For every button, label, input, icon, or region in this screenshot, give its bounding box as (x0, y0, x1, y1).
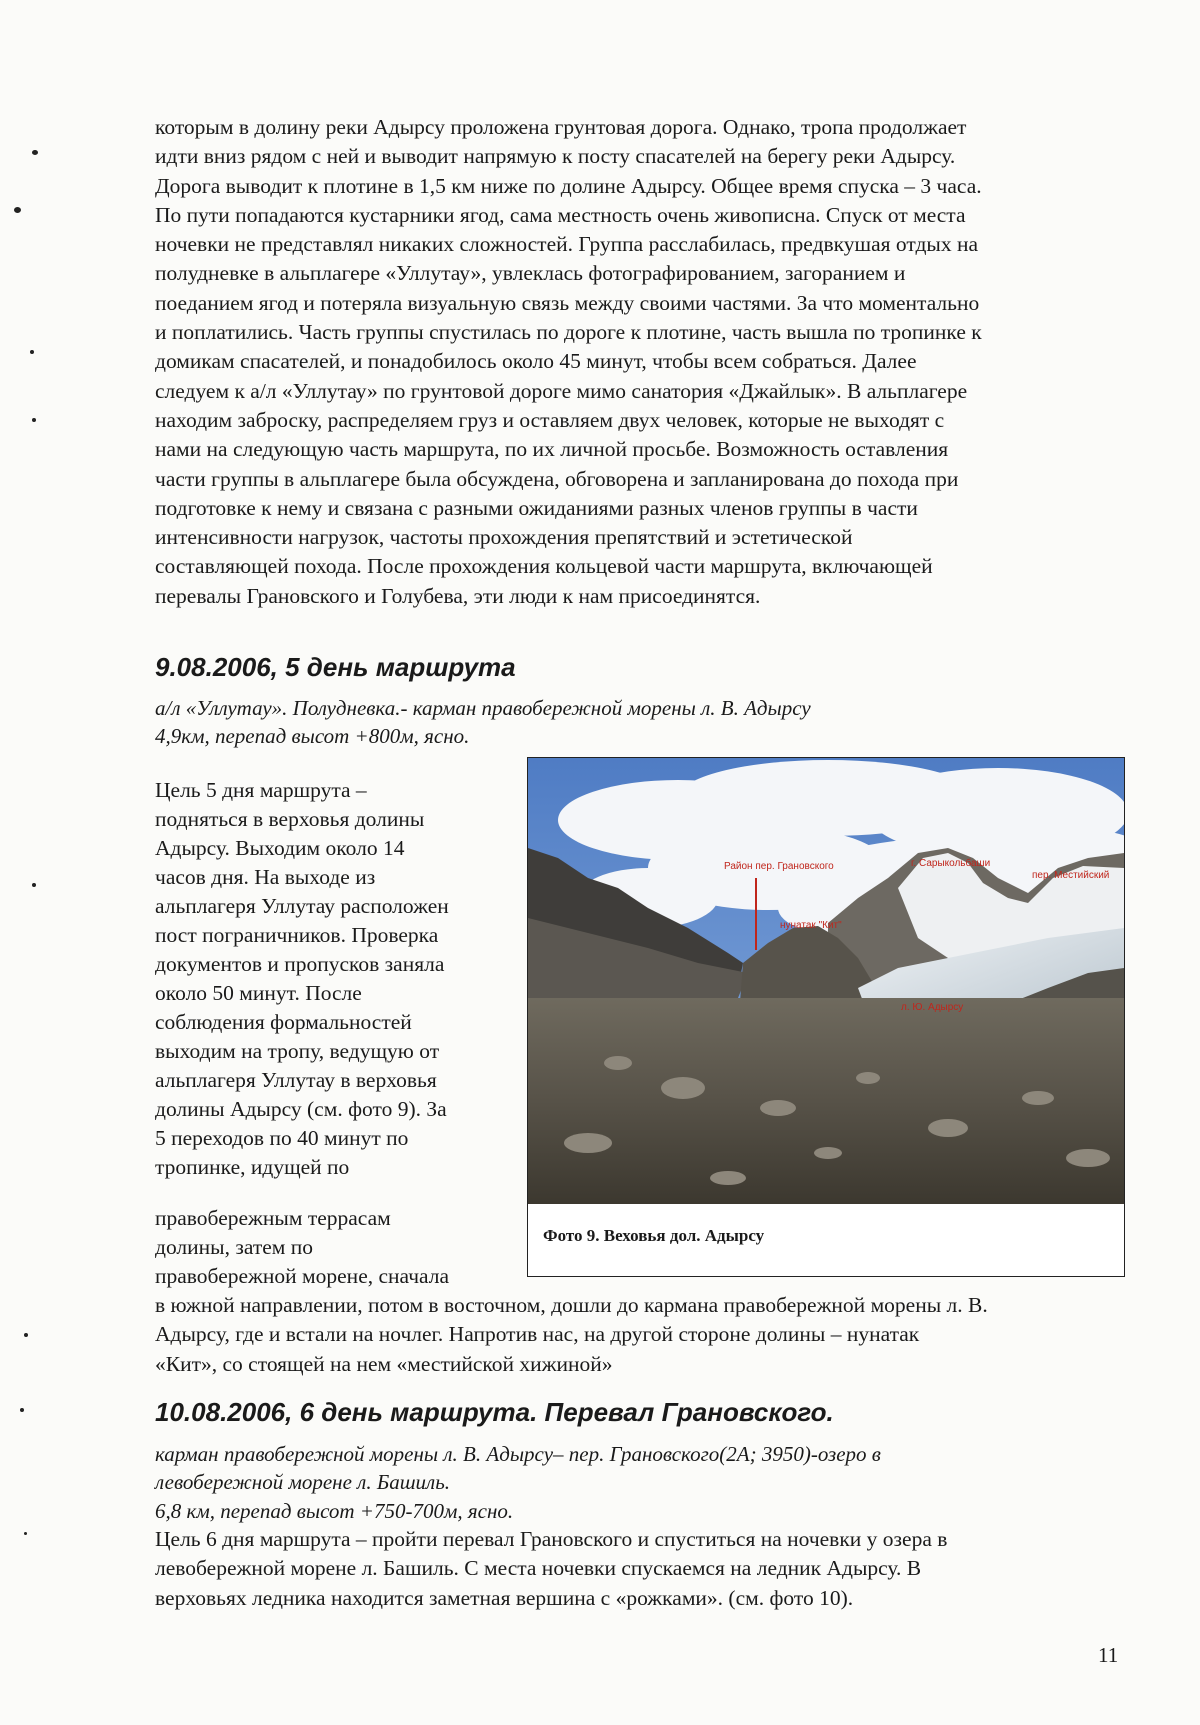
text-line: нами на следующую часть маршрута, по их личной просьбе. Возможность оставления (155, 437, 949, 462)
day5-continuation (155, 1291, 1095, 1379)
photo-caption: Фото 9. Веховья дол. Адырсу (543, 1226, 765, 1245)
scan-speck (24, 1532, 27, 1535)
day5-stats: 4,9км, перепад высот +800м, ясно. (155, 724, 470, 748)
text-line: полудневке в альплагере «Уллутау», увлеклась фотографированием, загоранием и (155, 261, 906, 286)
day6-heading: 10.08.2006, 6 день маршрута. Перевал Грановского. (155, 1397, 834, 1427)
intro-paragraph (155, 113, 1095, 611)
text-line: долины Адырсу (см. фото 9). За (155, 1097, 447, 1121)
scan-speck (14, 207, 21, 213)
text-line: левобережной морене л. Башиль. С места ночевки спускаемся на ледник Адырсу. В (155, 1556, 922, 1581)
scan-speck (20, 1408, 24, 1412)
text-line: поеданием ягод и потеряла визуальную связь между своими частями. За что моментально (155, 290, 980, 315)
scan-speck (32, 418, 36, 422)
text-line: часов дня. На выходе из (155, 865, 376, 889)
label-glacier: л. Ю. Адырсу (901, 1002, 964, 1013)
text-line: подготовке к нему и связана с разными ожиданиями разных членов группы в части (155, 495, 918, 520)
scan-speck (32, 883, 36, 887)
day5-column-text (155, 776, 515, 1182)
text-line: ночевки не представлял никаких сложностей. Группа расслабилась, предвкушая отдых на (155, 232, 979, 257)
text-line: Цель 5 дня маршрута – (155, 778, 367, 802)
label-mestiysky: пер. Местийский (1032, 870, 1110, 881)
label-sarykolbashi: г. Сарыкольбаши (911, 858, 991, 869)
text-line: пост пограничников. Проверка (155, 923, 439, 947)
text-line: домикам спасателей, и понадобилось около 45 минут, чтобы всем собраться. Далее (155, 349, 917, 374)
day6-body (155, 1525, 1095, 1613)
day6-route-line: карман правобережной морены л. В. Адырсу– пер. Грановского(2А; 3950)-озеро в (155, 1442, 881, 1466)
scan-speck (30, 350, 34, 354)
text-line: подняться в верховья долины (155, 807, 425, 831)
text-line: альплагеря Уллутау расположен (155, 894, 449, 918)
label-granovsky-area: Район пер. Грановского (724, 861, 834, 872)
text-line: находим заброску, распределяем груз и оставляем двух человек, которые не выходят с (155, 407, 945, 432)
text-line: перевалы Грановского и Голубева, эти люди к нам присоединятся. (155, 583, 761, 608)
text-line: которым в долину реки Адырсу проложена грунтовая дорога. Однако, тропа продолжает (155, 115, 967, 139)
day5-route: а/л «Уллутау». Полудневка.- карман правобережной морены л. В. Адырсу (155, 696, 811, 720)
text-line: правобережным террасам (155, 1206, 391, 1230)
text-line: Адырсу. Выходим около 14 (155, 836, 405, 860)
text-line: По пути попадаются кустарники ягод, сама местность очень живописна. Спуск от места (155, 202, 966, 227)
text-line: тропинке, идущей по (155, 1155, 350, 1179)
text-line: долины, затем по (155, 1235, 313, 1259)
text-line: «Кит», со стоящей на нем «местийской хижиной» (155, 1351, 613, 1376)
text-line: выходим на тропу, ведущую от (155, 1039, 440, 1063)
label-nunatak: нунатак "Кит" (780, 920, 842, 931)
day6-route-line: левобережной морене л. Башиль. (155, 1470, 451, 1494)
day6-stats: 6,8 км, перепад высот +750-700м, ясно. (155, 1499, 514, 1523)
text-line: соблюдения формальностей (155, 1010, 412, 1034)
text-line: альплагеря Уллутау в верховья (155, 1068, 437, 1092)
page-number: 11 (1098, 1643, 1119, 1667)
scan-speck (32, 150, 38, 155)
scan-speck (24, 1333, 28, 1337)
mountain-photo (528, 758, 1124, 1204)
text-line: части группы в альплагере была обсуждена, обговорена и запланирована до похода при (155, 466, 959, 491)
day5-heading: 9.08.2006, 5 день маршрута (155, 652, 516, 682)
text-line: следуем к а/л «Уллутау» по грунтовой дороге мимо санатория «Джайлык». В альплагере (155, 378, 968, 403)
text-line: в южной направлении, потом в восточном, дошли до кармана правобережной морены л. В. (155, 1293, 988, 1317)
text-line: около 50 минут. После (155, 981, 362, 1005)
text-line: 5 переходов по 40 минут по (155, 1126, 409, 1150)
text-line: документов и пропусков заняла (155, 952, 445, 976)
text-line: правобережной морене, сначала (155, 1264, 450, 1288)
day5-column-text-2 (155, 1204, 515, 1291)
text-line: составляющей похода. После прохождения кольцевой части маршрута, включающей (155, 554, 933, 579)
text-line: идти вниз рядом с ней и выводит напрямую к посту спасателей на берегу реки Адырсу. (155, 144, 956, 169)
text-line: Адырсу, где и встали на ночлег. Напротив нас, на другой стороне долины – нунатак (155, 1322, 920, 1347)
text-line: Цель 6 дня маршрута – пройти перевал Грановского и спуститься на ночевки у озера в (155, 1527, 948, 1551)
photo-figure (527, 757, 1125, 1277)
text-line: верховьях ледника находится заметная вершина с «рожками». (см. фото 10). (155, 1585, 854, 1610)
text-line: Дорога выводит к плотине в 1,5 км ниже по долине Адырсу. Общее время спуска – 3 часа. (155, 173, 982, 198)
text-line: и поплатились. Часть группы спустилась по дороге к плотине, часть вышла по тропинке к (155, 320, 982, 345)
text-line: интенсивности нагрузок, частоты прохождения препятствий и эстетической (155, 525, 853, 550)
